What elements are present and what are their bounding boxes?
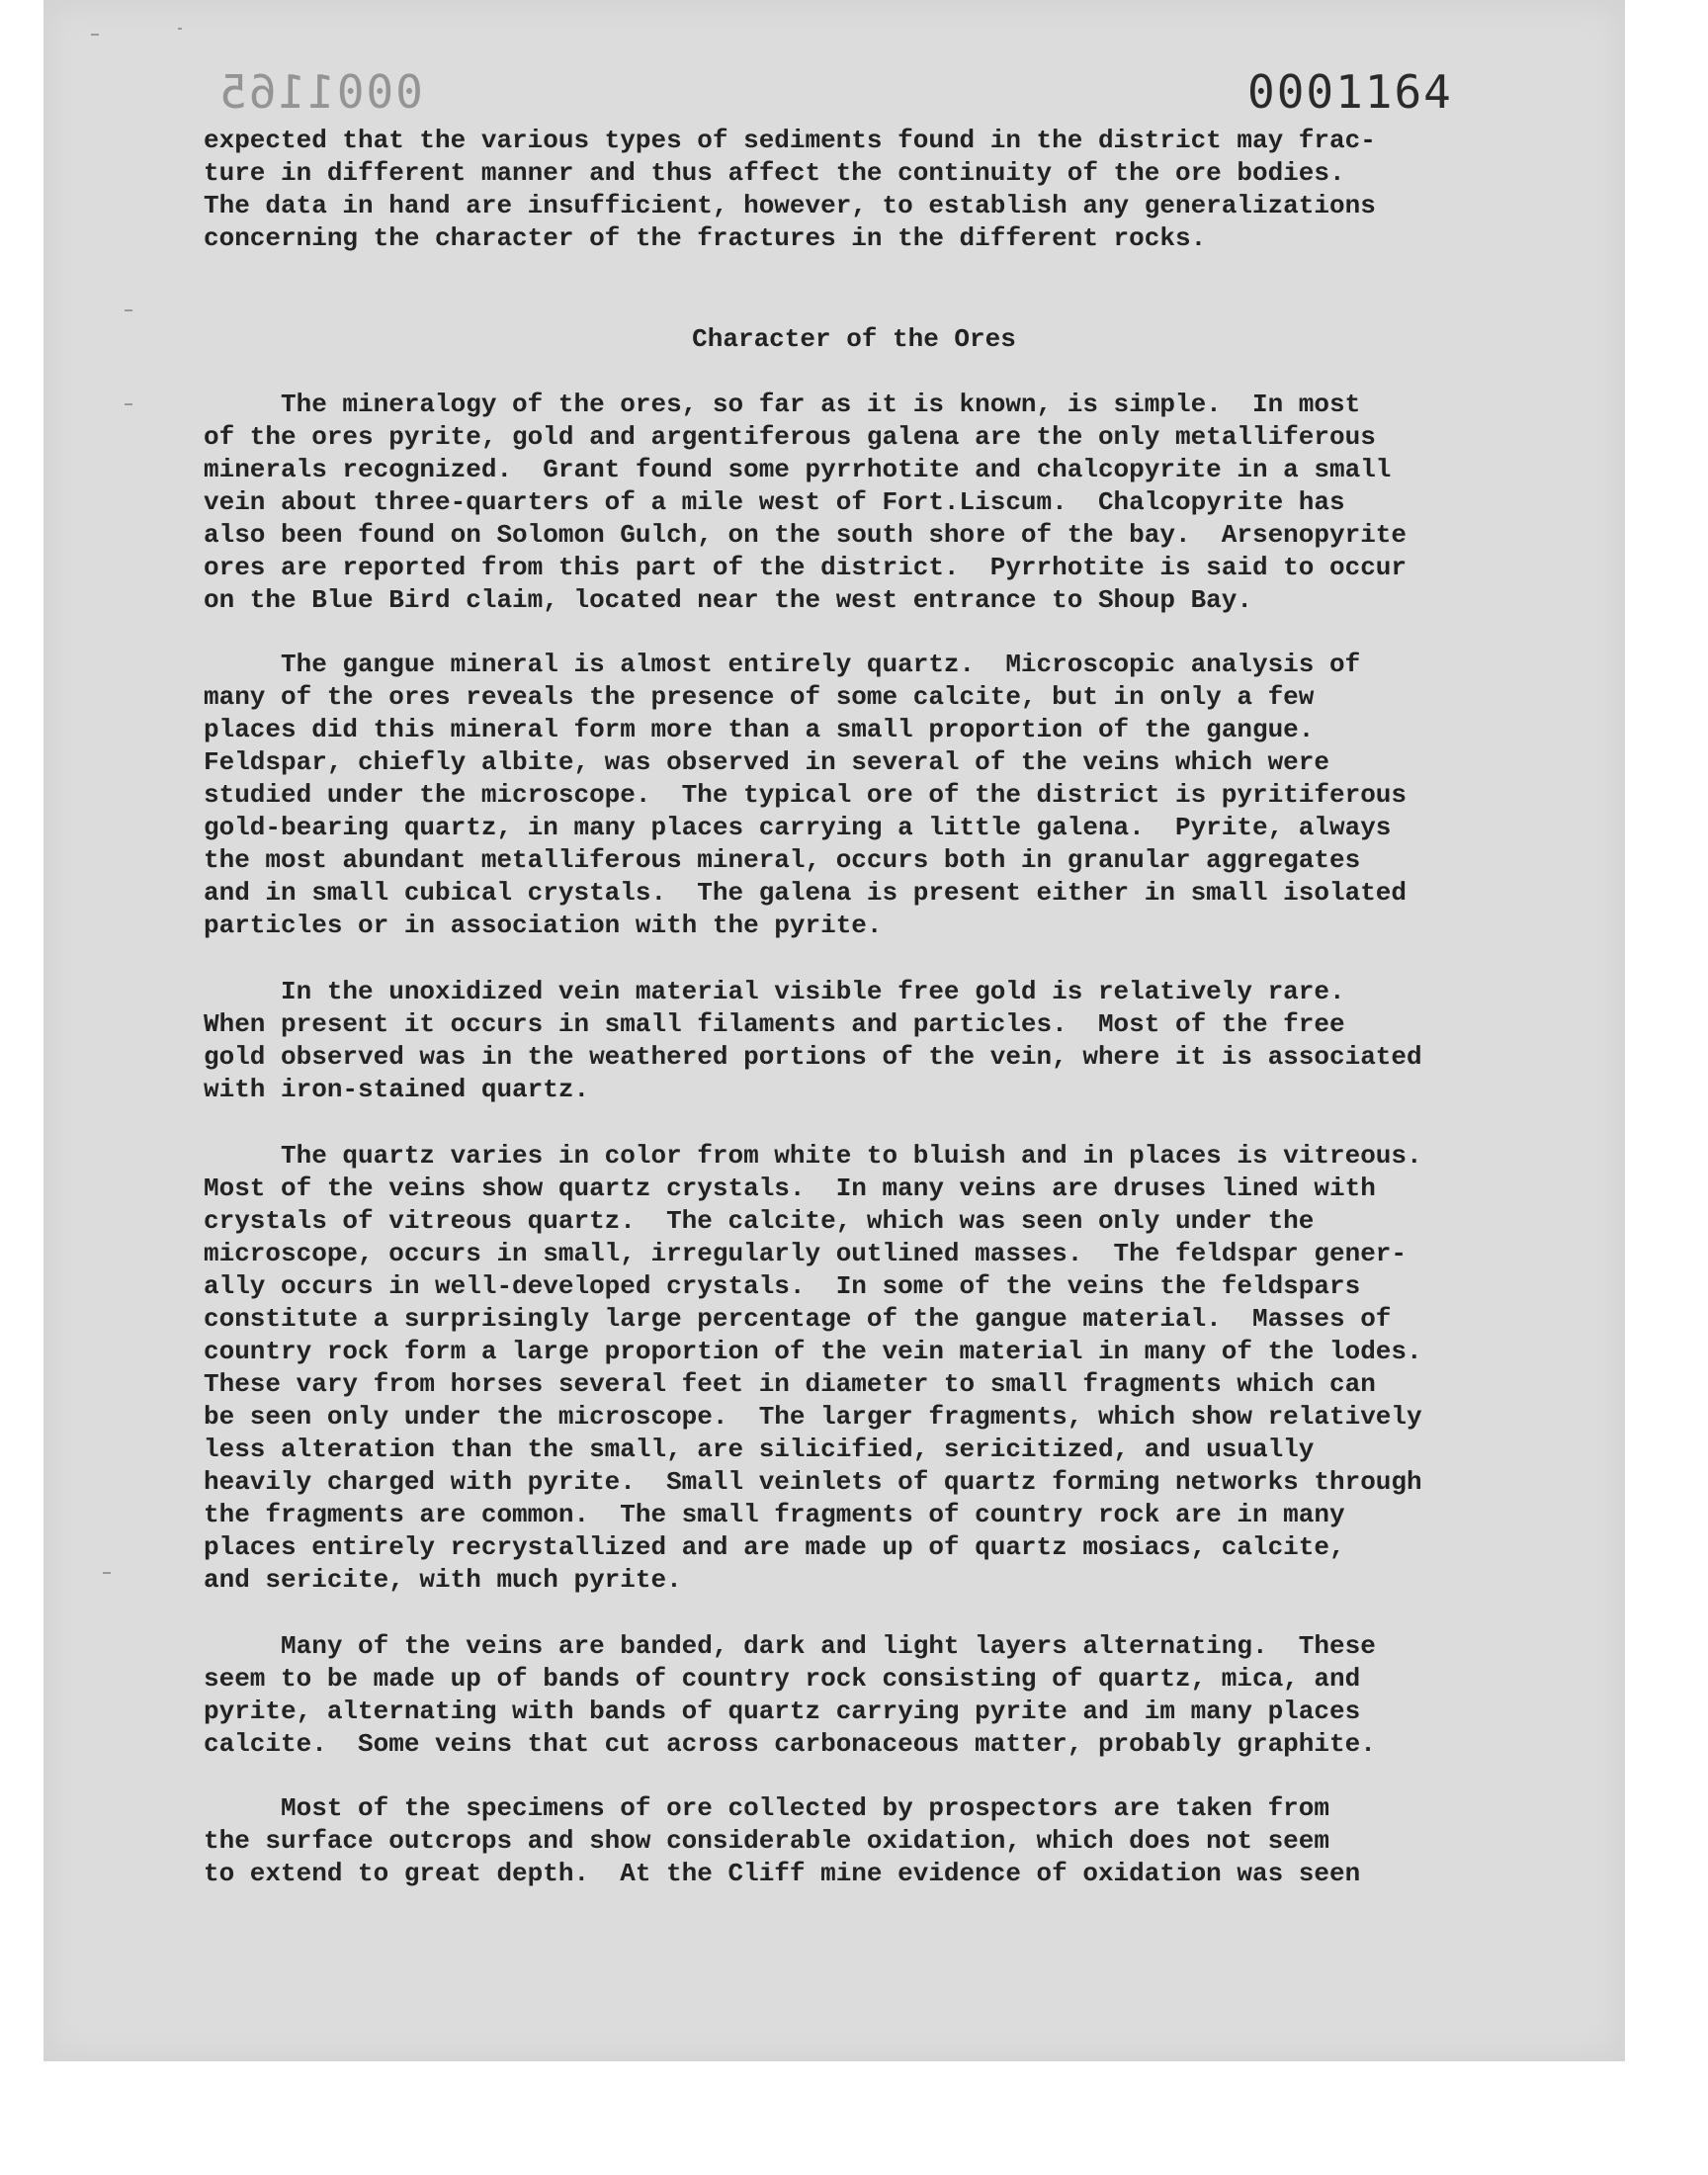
scan-speck (125, 403, 132, 405)
paragraph-quartz: The quartz varies in color from white to bluish and in places is vitreous. Most of the veins show quartz crystals. In many veins are druses lined with crystals of vitreous quartz. The calcite, which was seen only under the microscope, occurs in small, irregularly outlined masses. The feldspar gener- ally occurs in well-developed crystals. In some of the veins the feldspars constitute a surprisingly large percentage of the gangue material. Masses of country rock form a large proportion of the vein material in many of the lodes. These vary from horses several feet in diameter to small fragments which can be seen only under the microscope. The larger fragments, which show relatively less alteration than the small, are silicified, sericitized, and usually heavily charged with pyrite. Small veinlets of quartz forming networks through the fragments are common. The small fragments of country rock are in many places entirely recrystallized and are made up of quartz mosiacs, calcite, and sericite, with much pyrite. (204, 1141, 1422, 1595)
page-number-mirrored: 0001165 (217, 65, 423, 119)
section-heading: Character of the Ores (692, 324, 1016, 354)
scan-speck (178, 28, 182, 30)
paragraph-free-gold: In the unoxidized vein material visible free gold is relatively rare. When present it occurs in small filaments and particles. Most of the free gold observed was in the weathered portions of the vein, where it is associated with iron-stained quartz. (204, 977, 1422, 1104)
scan-speck (103, 1572, 111, 1574)
scan-speck (125, 309, 132, 311)
paragraph-banded-veins: Many of the veins are banded, dark and light layers alternating. These seem to be made up of bands of country rock consisting of quartz, mica, and pyrite, alternating with bands of quartz carrying pyrite and im many places calcite. Some veins that cut across carbonaceous matter, probably graphite. (204, 1631, 1376, 1759)
paragraph-mineralogy: The mineralogy of the ores, so far as it is known, is simple. In most of the ores pyrite, gold and argentiferous galena are the only metalliferous minerals recognized. Grant found some pyrrhotite and chalcopyrite in a small vein about three-quarters of a mile west of Fort.Liscum. Chalcopyrite has also been found on Solomon Gulch, on the south shore of the bay. Arsenopyrite ores are reported from this part of the district. Pyrrhotite is said to occur on the Blue Bird claim, located near the west entrance to Shoup Bay. (204, 390, 1407, 615)
page-number: 0001164 (1247, 65, 1453, 119)
paragraph-continuation: expected that the various types of sediments found in the district may frac- ture in different manner and thus affect the continuity of the ore bodies. The data in hand are insufficient, however, to establish any generalizations concerning the character of the fractures in the different rocks. (204, 126, 1376, 253)
paragraph-oxidation: Most of the specimens of ore collected by prospectors are taken from the surface outcrops and show considerable oxidation, which does not seem to extend to great depth. At the Cliff mine evidence of oxidation was seen (204, 1793, 1361, 1888)
scan-speck (91, 34, 99, 36)
paragraph-gangue: The gangue mineral is almost entirely quartz. Microscopic analysis of many of the ores reveals the presence of some calcite, but in only a few places did this mineral form more than a small proportion of the gangue. Feldspar, chiefly albite, was observed in several of the veins which were studied under the microscope. The typical ore of the district is pyritiferous gold-bearing quartz, in many places carrying a little galena. Pyrite, always the most abundant metalliferous mineral, occurs both in granular aggregates and in small cubical crystals. The galena is present either in small isolated particles or in association with the pyrite. (204, 650, 1407, 940)
